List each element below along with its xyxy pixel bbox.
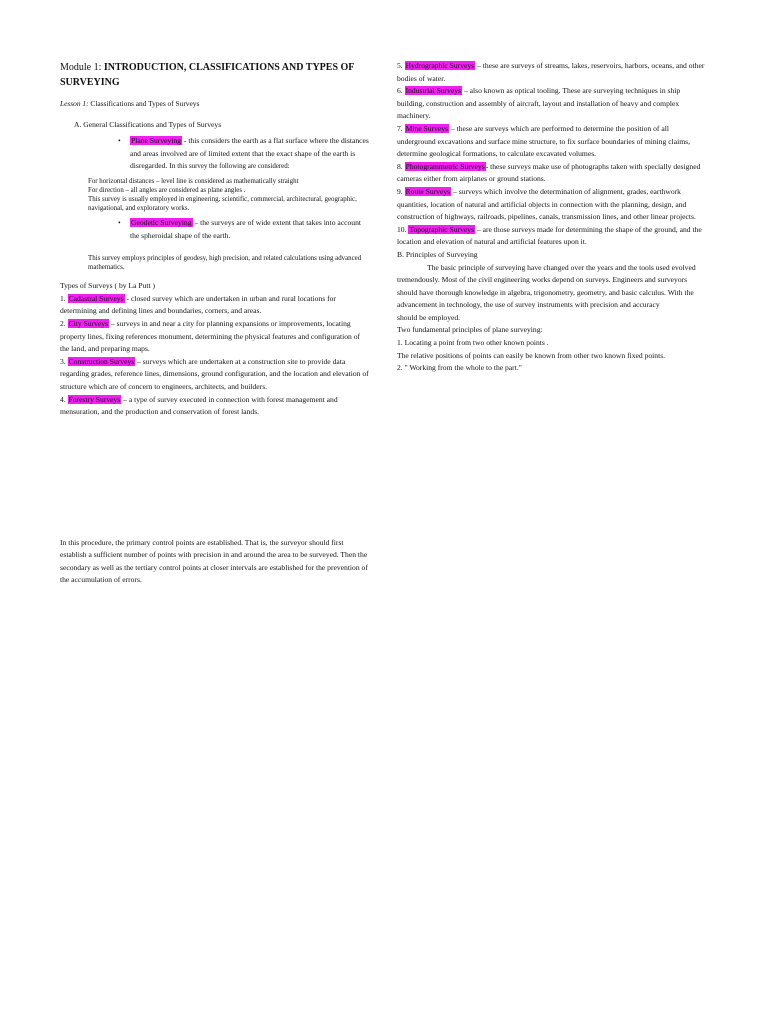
module-title-text: INTRODUCTION, CLASSIFICATIONS AND TYPES OF SURVEYING — [60, 62, 355, 88]
two-principles-heading: Two fundamental principles of plane surveying: — [397, 325, 543, 335]
bullet-dot: • — [118, 136, 121, 146]
photogrammetric-highlight: Photogrammetric Surveys — [405, 161, 485, 171]
geodetic-surveying-text: – the surveys are of wide extent that takes into account the spheroidal shape of the earth. — [130, 217, 362, 240]
direction-note: For direction – all angles are considered as plane angles . — [88, 186, 246, 194]
plane-surveying-text: - this considers the earth as a flat surface where the distances and areas involved are of limited extent that the exact shape of the earth is disregarded. In — [130, 136, 369, 171]
mine-highlight: Mine Surveys — [405, 123, 448, 133]
plane-usage-note: This survey is usually employed in engineering, scientific, commercial, architectural, geographic, navigational, and exploratory works. — [88, 195, 357, 212]
survey-item-3: 3. Construction Surveys – surveys which are undertaken at a construction site to provide data regarding grades, reference lines, dimensions, ground configuration, and the location and elevation of structure which are of concern to engineers, architects, and builders. — [60, 356, 369, 391]
types-of-surveys-title: Types of Surveys ( by La Putt ) — [60, 281, 156, 291]
lesson-label: Lesson 1: — [60, 99, 89, 108]
city-highlight: City Surveys — [68, 318, 109, 328]
principle-1-description: The relative positions of points can easily be known from other two known fixed points. — [397, 350, 666, 360]
plane-surveying-text-small: this survey the following are considered: — [175, 163, 290, 171]
geodetic-usage-note: This survey employs principles of geodesy, high precision, and related calculations using advanced mathematics. — [88, 255, 362, 272]
survey-item-4: 4. Forestry Surveys – a type of survey executed in connection with forest management and mensuration, and the production and conservation of forest lands. — [60, 394, 338, 417]
procedure-paragraph: In this procedure, the primary control points are established. That is, the surveyor should first establish a sufficient number of points with precision in and around the area to be surveyed. Then the secondary as well as the tertiary control points at closer intervals are established for the prevention of the accumulation of errors. — [60, 537, 368, 585]
bullet-plane-surveying — [60, 135, 370, 173]
principle-2: 2. " Working from the whole to the part." — [397, 363, 522, 373]
principles-paragraph: The basic principle of surveying have changed over the years and the tools used evolved tremendously. Most of the civil engineering works depend on surveys. Engineers and surveyors should have thorough knowledge in algebra, trigonometry, geometry, and basic calculus. With the advancement in technology, the use of survey instruments with precision and accuracy — [397, 262, 696, 310]
topographic-highlight: Topographic Surveys — [409, 224, 475, 234]
construction-highlight: Construction Surveys — [68, 356, 135, 366]
bullet-dot: • — [118, 217, 121, 227]
should-be-employed: should be employed. — [397, 312, 461, 322]
right-column — [397, 60, 709, 375]
section-b-heading: B. Principles of Surveying — [397, 249, 478, 259]
lesson-title: Classifications and Types of Surveys — [88, 99, 200, 108]
section-a-heading: A. General Classifications and Types of Surveys — [74, 119, 222, 129]
cadastral-highlight: Cadastral Surveys — [68, 293, 124, 303]
route-highlight: Route Surveys — [405, 186, 451, 196]
survey-item-7: 7. Mine Surveys – these are surveys which are performed to determine the position of all underground excavations and surface mine structure, to fix surface boundaries of mining claims, determine geological formations, to calculate excavated volumes. — [397, 123, 690, 159]
hydrographic-highlight: Hydrographic Surveys — [405, 61, 475, 70]
left-column — [60, 60, 370, 587]
bullet-geodetic-surveying — [60, 217, 370, 242]
survey-item-5: 5. Hydrographic Surveys – these are surveys of streams, lakes, reservoirs, harbors, oceans, and other bodies of water. — [397, 61, 705, 83]
forestry-highlight: Forestry Surveys — [68, 394, 121, 404]
survey-item-8: 8. Photogrammetric Surveys- these surveys make use of photographs taken with specially designed cameras either from airplanes or ground stations. — [397, 161, 701, 184]
survey-item-6: 6. Industrial Surveys – also known as optical tooling. These are surveying techniques in ship building, construction and assembly of aircraft, layout and installation of heavy and complex machinery. — [397, 86, 681, 121]
plane-surveying-highlight: Plane Surveying — [131, 136, 181, 146]
module-prefix: Module 1: — [60, 62, 104, 73]
survey-item-1: 1. Cadastral Surveys - closed survey which are undertaken in urban and rural locations for determining and defining lines and boundaries, corners, and areas. — [60, 293, 336, 316]
module-title — [60, 60, 370, 90]
horizontal-distances: For horizontal distances – level line is considered as mathematically straight — [88, 177, 299, 185]
lesson-heading — [60, 98, 370, 111]
survey-item-2: 2. City Surveys – surveys in and near a city for planning expansions or improvements, locating property lines, fixing references monument, determining the physical features and configuration of the land, and preparing maps. — [60, 318, 361, 354]
industrial-highlight: Industrial Surveys — [405, 86, 462, 96]
survey-item-10: 10. Topographic Surveys – are those surveys made for determining the shape of the ground, and the location and elevation of natural and artificial features upon it. — [397, 224, 702, 247]
principle-1: 1. Locating a point from two other known points . — [397, 338, 549, 348]
survey-item-9: 9. Route Surveys – surveys which involve the determination of alignment, grades, earthwork quantities, location of natural and artificial objects in connection with the planning, design, and construction of highways, railroads, pipelines, canals, transmission lines, and other linear projects. — [397, 186, 696, 222]
geodetic-surveying-highlight: Geodetic Surveying — [131, 217, 192, 227]
